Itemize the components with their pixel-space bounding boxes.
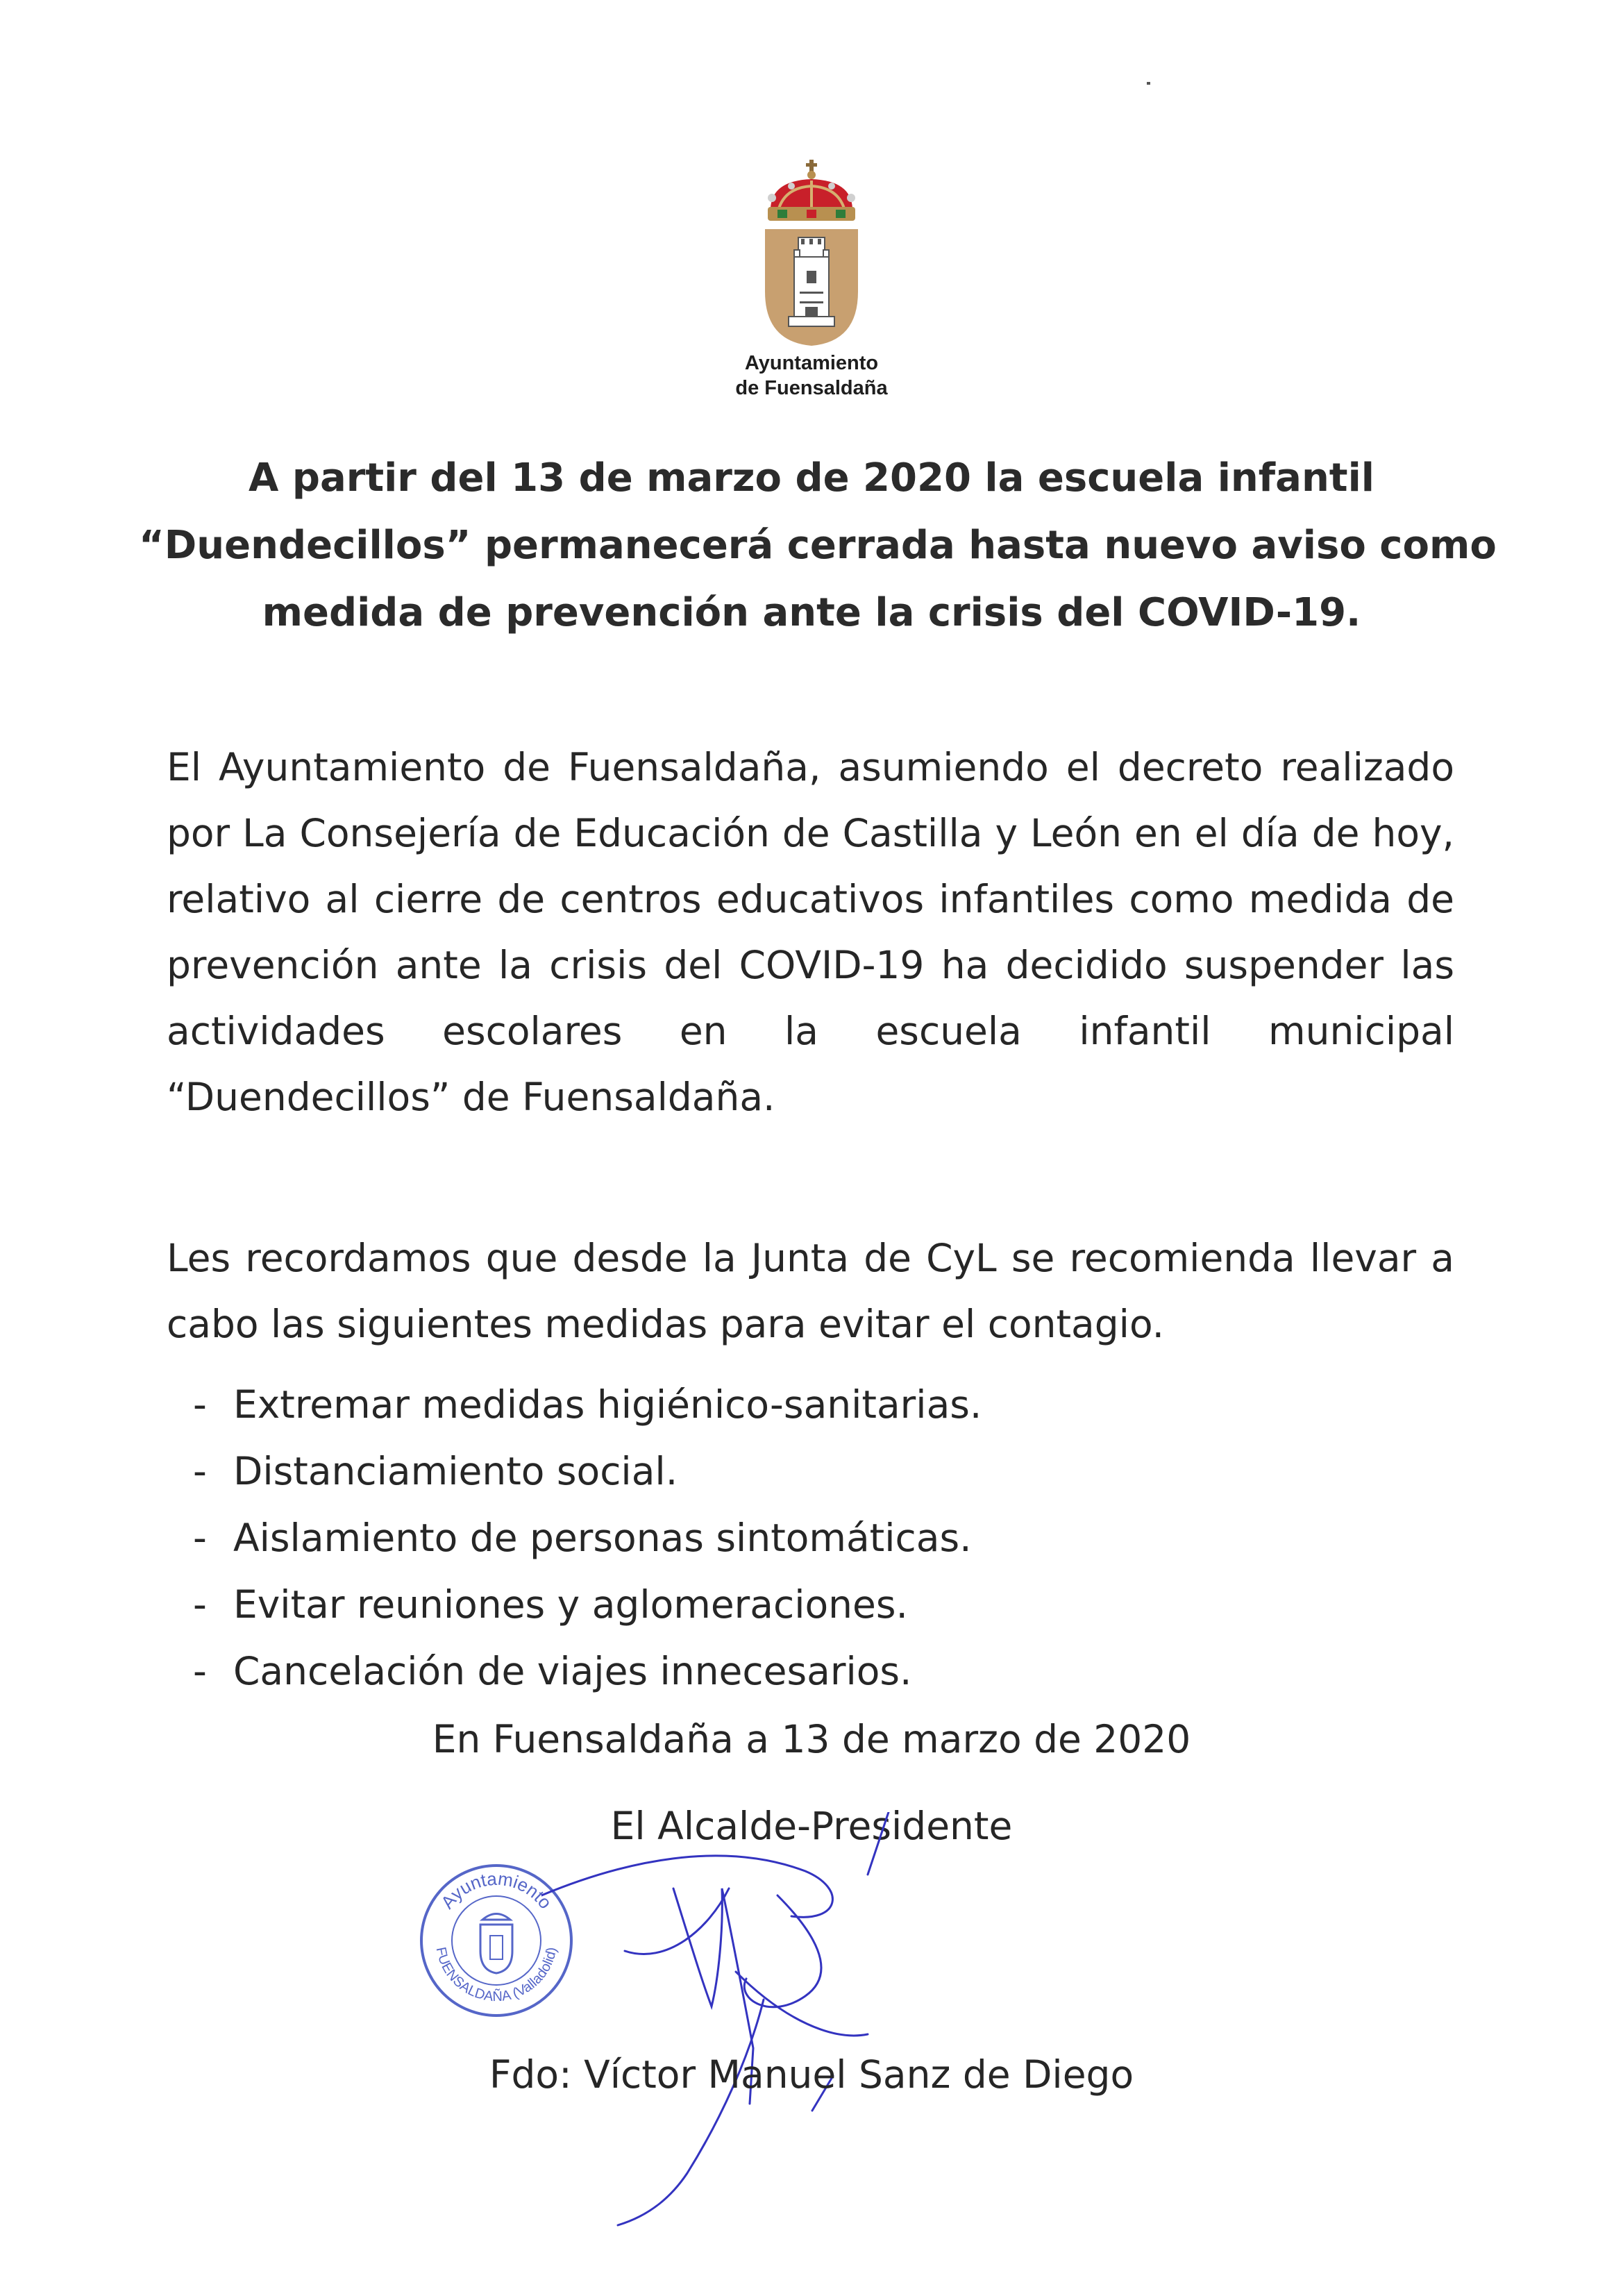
bullet-dash: - [193, 1582, 207, 1627]
measure-text: Aislamiento de personas sintomáticas. [233, 1516, 972, 1560]
bullet-dash: - [193, 1516, 207, 1560]
heading-line1: A partir del 13 de marzo de 2020 la escuela infantil [249, 455, 1374, 501]
stamp-text-top: Ayuntamiento [437, 1868, 557, 1913]
body-paragraph-recommendations: Les recordamos que desde la Junta de CyL se recomienda llevar a cabo las siguientes medidas para evitar el contagio. [167, 1236, 1454, 1346]
measure-text: Cancelación de viajes innecesarios. [233, 1649, 912, 1693]
measure-text: Evitar reuniones y aglomeraciones. [233, 1582, 908, 1627]
place-and-date [0, 1706, 1623, 1773]
stamp-text-bottom: FUENSALDAÑA (Valladolid) [432, 1945, 560, 2005]
org-name-line2: de Fuensaldaña [735, 377, 888, 399]
coat-of-arms-logo [758, 160, 865, 347]
body-paragraph-decree: El Ayuntamiento de Fuensaldaña, asumiendo el decreto realizado por La Consejería de Educación de Castilla y León en el día de hoy, relativo al cierre de centros educativos infantiles como medida de prevención ante la crisis del COVID-19 ha decidido suspender las actividades escolares en la escuela infantil municipal “Duendecillos” de Fuensaldaña. [167, 745, 1454, 1119]
measure-text: Distanciamiento social. [233, 1449, 678, 1493]
signer-name: Fdo: Víctor Manuel Sanz de Diego [489, 2052, 1134, 2097]
notice-heading [139, 444, 1497, 646]
svg-text:FUENSALDAÑA (Valladolid) [433, 1946, 560, 2004]
bullet-dash: - [193, 1382, 207, 1427]
handwritten-signature [541, 1812, 1027, 2229]
list-item [193, 1438, 982, 1505]
list-item [193, 1371, 982, 1438]
bullet-dash: - [193, 1449, 207, 1493]
heading-line3: medida de prevención ante la crisis del COVID-19. [262, 590, 1361, 635]
svg-text:Ayuntamiento [437, 1868, 556, 1913]
heading-line2: “Duendecillos” permanecerá cerrada hasta nuevo aviso como [139, 523, 1497, 568]
list-item [193, 1505, 982, 1571]
org-name-line1: Ayuntamiento [744, 352, 879, 374]
measure-text: Extremar medidas higiénico-sanitarias. [233, 1382, 982, 1427]
scan-speck [1147, 82, 1150, 85]
list-item [193, 1571, 982, 1638]
bullet-dash: - [193, 1649, 207, 1693]
organization-name [0, 351, 1623, 401]
place-date-text: En Fuensaldaña a 13 de marzo de 2020 [432, 1717, 1191, 1761]
signer-title: El Alcalde-Presidente [610, 1804, 1013, 1848]
measures-list [193, 1371, 982, 1704]
list-item [193, 1638, 982, 1704]
